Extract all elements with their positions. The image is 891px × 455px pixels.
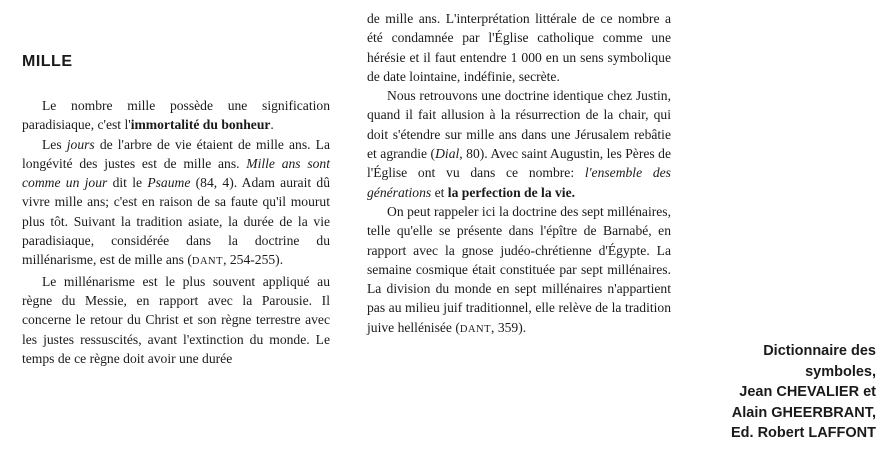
citation-line-4: Alain GHEERBRANT, (731, 404, 876, 421)
bold-text: la perfection de la vie. (447, 184, 576, 200)
italic-text: Mille ans sont comme un jour (22, 155, 330, 191)
right-column (367, 9, 671, 339)
text-run: , 254-255). (223, 252, 284, 268)
paragraph-3-continued: de mille ans. L'interprétation littérale de ce nombre a été condamnée par l'Église catholique comme une hérésie et il faut entendre 1 000 en un sens symbolique de date lointaine, indéfinie, secrète. (367, 11, 671, 84)
italic-text: Dial (435, 146, 460, 162)
paragraph-3: Le millénarisme est le plus souvent appliqué au règne du Messie, en rapport avec la Parousie. Il concerne le retour du Christ et son règne terrestre avec les justes ressuscités, avant l'extinction du monde. Le temps de ce règne doit avoir une durée (22, 273, 330, 366)
left-column (22, 52, 330, 368)
paragraph-2 (22, 135, 330, 272)
paragraph-1 (22, 96, 330, 135)
text-run: Les (42, 136, 67, 152)
text-run: On peut rappeler ici la doctrine des sept millénaires, telle qu'elle se présente dans l'épître de Barnabé, en rapport avec la gnose judéo-chrétienne d'Égypte. La semaine cosmique était constituée par sept millénaires. La division du monde en sept millénaires n'appartient pas au milieu juif traditionnel, elle relève de la tradition juive hellénisée ( (367, 203, 671, 335)
text-run: de l'arbre de vie étaient de mille ans. La longévité des justes est de mille ans. (22, 136, 330, 171)
bold-text: immortalité du bonheur (130, 117, 271, 133)
text-run: , 359). (491, 319, 527, 335)
citation-line-1: Dictionnaire des (763, 343, 876, 359)
italic-text: Psaume (147, 175, 191, 191)
text-run: Nous retrouvons une doctrine identique chez Justin, quand il fait allusion à la résurrection de la chair, qui doit s'étendre sur mille ans dans une Jérusalem rebâtie et agrandie ( (367, 88, 671, 162)
article-heading: MILLE (22, 53, 73, 70)
small-caps-text: DANT (459, 323, 492, 335)
citation-line-5: Ed. Robert LAFFONT (731, 425, 876, 441)
italic-text: l'ensemble des générations (367, 165, 671, 200)
text-run: (84, 4). Adam aurait dû vivre mille ans; c'est en raison de sa faute qu'il mourut plus tôt. Suivant la tradition asiate, la durée de la vie paradisiaque, considérée dans la doctrine du millénarisme, est de mille ans ( (22, 175, 330, 268)
paragraph-4 (367, 86, 671, 202)
citation-line-2: symboles, (805, 363, 876, 380)
small-caps-text: DANT (191, 256, 224, 268)
text-run: Le nombre mille possède une signification paradisiaque, c'est l' (22, 98, 330, 133)
text-run: , 80). Avec saint Augustin, les Pères de l'Église ont vu dans ce nombre: (367, 146, 671, 181)
text-run: dit le (107, 175, 148, 191)
text-run: . (270, 117, 274, 133)
text-run: et (431, 184, 448, 200)
source-citation (690, 341, 876, 444)
citation-line-3: Jean CHEVALIER et (739, 384, 876, 400)
paragraph-5 (367, 202, 671, 339)
italic-text: jours (66, 136, 95, 152)
